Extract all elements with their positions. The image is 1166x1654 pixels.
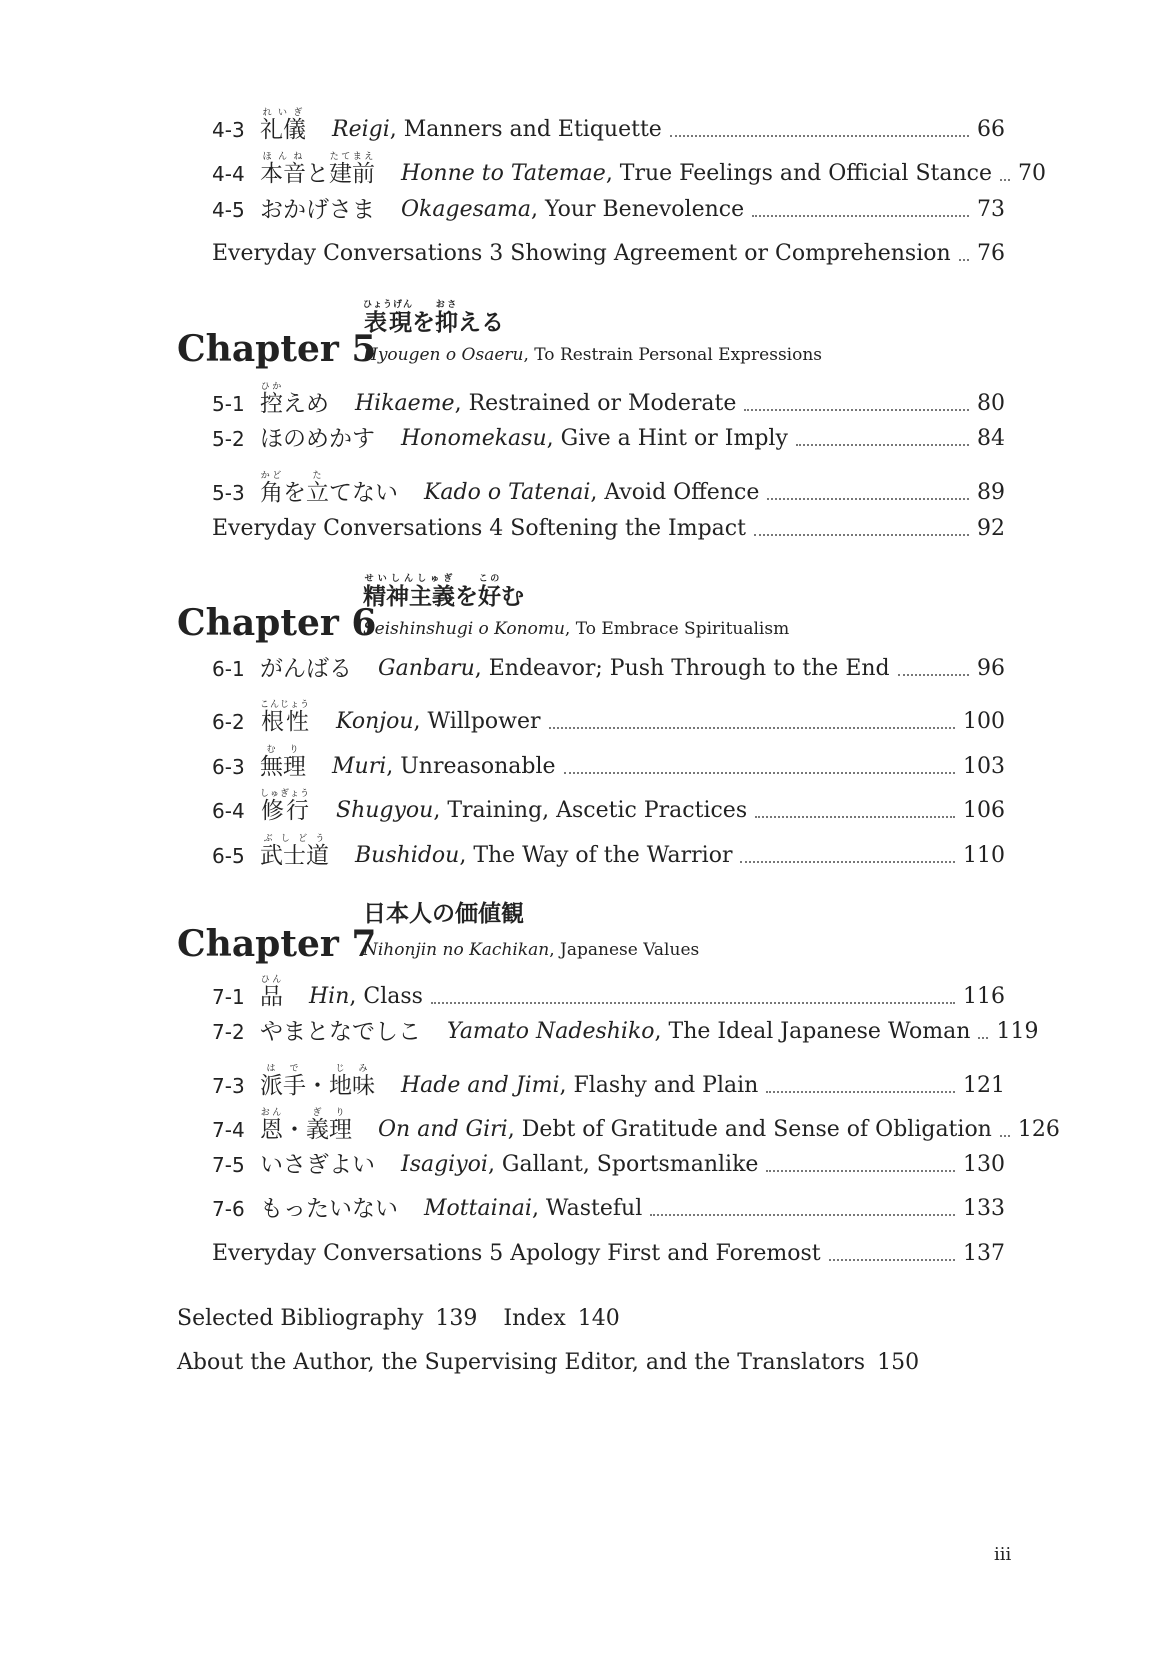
chapter-japanese-title — [363, 300, 504, 337]
entry-romaji: Muri — [332, 754, 387, 779]
entry-number: 7-4 — [212, 1118, 245, 1142]
page-number: 100 — [963, 709, 1005, 734]
entry-romaji: Honomekasu — [401, 426, 547, 451]
entry-english: , Your Benevolence — [530, 197, 745, 222]
dot-leader — [978, 1037, 988, 1039]
entry-title — [401, 1152, 758, 1178]
furigana-word — [478, 574, 501, 610]
entry-japanese — [260, 382, 329, 417]
furigana-reading: ほんね — [260, 152, 306, 162]
furigana-word — [306, 1108, 352, 1143]
entry-number: 4-3 — [212, 118, 245, 142]
entry-number: 5-3 — [212, 481, 245, 505]
dot-leader — [564, 772, 955, 774]
entry-title — [212, 241, 951, 267]
entry-number: 7-2 — [212, 1020, 245, 1044]
furigana-word — [260, 1108, 283, 1143]
furigana-word — [306, 471, 329, 506]
furigana-word — [260, 152, 306, 187]
furigana-word — [363, 300, 414, 336]
index-page: 140 — [577, 1306, 620, 1331]
entry-japanese — [260, 1064, 375, 1099]
furigana-reading: せいしんしゅぎ — [363, 574, 455, 584]
furigana-word — [329, 1064, 375, 1099]
chapter-japanese-title — [363, 574, 524, 611]
entry-title — [336, 798, 747, 824]
entry-english: Everyday Conversations 5 Apology First and Foremost — [212, 1241, 821, 1266]
dot-leader — [898, 674, 969, 676]
furigana-word — [329, 152, 375, 187]
dot-leader — [549, 727, 955, 729]
entry-japanese — [260, 745, 306, 780]
toc-entry[interactable] — [212, 471, 1005, 506]
toc-entry[interactable] — [212, 1108, 1060, 1143]
kanji-text: 精神主義 — [363, 583, 455, 610]
entry-english: , Gallant, Sportsmanlike — [487, 1152, 759, 1177]
entry-romaji: Okagesama — [401, 197, 531, 222]
toc-entry[interactable] — [212, 108, 1005, 143]
page-number: 66 — [977, 117, 1005, 142]
chapter-label: Chapter 7 — [177, 923, 377, 965]
page-number: 126 — [1017, 1117, 1060, 1142]
chapter-english: , To Restrain Personal Expressions — [523, 345, 823, 365]
entry-title — [355, 391, 736, 417]
entry-title — [336, 709, 541, 735]
entry-english: , The Way of the Warrior — [459, 843, 733, 868]
page-number: 116 — [963, 984, 1005, 1009]
entry-english: , Debt of Gratitude and Sense of Obligation — [507, 1117, 992, 1142]
furigana-reading: おん — [260, 1108, 283, 1118]
furigana-reading: はで — [260, 1064, 306, 1074]
entry-number: 6-3 — [212, 755, 245, 779]
dot-leader — [754, 534, 969, 536]
entry-romaji: Bushidou — [355, 843, 460, 868]
entry-english: , Training, Ascetic Practices — [433, 798, 748, 823]
toc-entry[interactable] — [212, 975, 1005, 1010]
entry-japanese — [260, 656, 352, 682]
furigana-word — [260, 108, 306, 143]
toc-entry[interactable] — [212, 789, 1005, 824]
entry-title — [332, 754, 556, 780]
toc-entry[interactable] — [212, 1064, 1005, 1099]
kana-text: を — [455, 583, 478, 610]
entry-english: , Avoid Offence — [590, 480, 760, 505]
entry-japanese — [260, 975, 283, 1010]
toc-entry[interactable] — [212, 700, 1005, 735]
furigana-reading: ひか — [260, 382, 283, 392]
furigana-word — [260, 471, 283, 506]
kana-text: もったいない — [260, 1196, 398, 1222]
entry-title — [378, 656, 890, 682]
kanji-text: 無理 — [260, 754, 306, 780]
page-number: 80 — [977, 391, 1005, 416]
entry-title — [355, 843, 732, 869]
kanji-text: 表現 — [363, 309, 414, 336]
toc-entry[interactable] — [212, 152, 1046, 187]
kana-text: やまとなでしこ — [260, 1019, 421, 1045]
kana-text: てない — [329, 480, 398, 506]
furigana-word — [260, 700, 311, 735]
furigana-reading: かど — [260, 471, 283, 481]
dot-leader — [650, 1214, 955, 1216]
kanji-text: 好 — [478, 583, 501, 610]
back-matter-line[interactable] — [177, 1350, 919, 1375]
dot-leader — [670, 135, 969, 137]
kana-text: ・ — [306, 1073, 329, 1099]
dot-leader — [740, 861, 955, 863]
page-folio: iii — [994, 1544, 1012, 1565]
furigana-word — [260, 834, 329, 869]
toc-entry[interactable] — [212, 426, 1005, 452]
entry-title — [309, 984, 423, 1010]
entry-romaji: Hin — [309, 984, 350, 1009]
kana-text: えめ — [283, 391, 329, 417]
dot-leader — [767, 498, 969, 500]
entry-english: , Class — [349, 984, 423, 1009]
about-label: About the Author, the Supervising Editor, and the Translators — [177, 1350, 866, 1375]
furigana-reading: ぎり — [306, 1108, 352, 1118]
entry-japanese — [260, 1196, 398, 1222]
page-number: 92 — [977, 516, 1005, 541]
entry-japanese — [260, 108, 306, 143]
kanji-text: 礼儀 — [260, 117, 306, 143]
entry-title — [378, 1117, 992, 1143]
entry-japanese — [260, 426, 375, 452]
furigana-word — [260, 745, 306, 780]
entry-number: 7-3 — [212, 1074, 245, 1098]
entry-japanese — [260, 789, 310, 824]
furigana-reading: おさ — [435, 300, 458, 310]
chapter-label: Chapter 5 — [177, 328, 377, 370]
entry-romaji: Reigi — [332, 117, 390, 142]
kanji-text: 建前 — [329, 161, 375, 187]
kanji-text: 抑 — [435, 309, 459, 336]
entry-romaji: Konjou — [336, 709, 414, 734]
kana-text: がんばる — [260, 656, 352, 682]
furigana-reading: ぶしどう — [260, 834, 329, 844]
kanji-text: 武士道 — [260, 843, 329, 869]
entry-title — [332, 117, 662, 143]
page-number: 96 — [977, 656, 1005, 681]
entry-english: , Give a Hint or Imply — [546, 426, 788, 451]
kanji-text: 品 — [260, 984, 283, 1010]
dot-leader — [766, 1170, 955, 1172]
entry-english: , Flashy and Plain — [559, 1073, 759, 1098]
page-number: 121 — [963, 1073, 1005, 1098]
chapter-subtitle — [363, 345, 822, 365]
entry-number: 5-2 — [212, 427, 245, 451]
entry-number: 7-6 — [212, 1197, 245, 1221]
kana-text: ・ — [283, 1117, 306, 1143]
entry-english: , Wasteful — [531, 1196, 643, 1221]
chapter-japanese-title — [363, 895, 524, 928]
entry-english: Everyday Conversations 3 Showing Agreement or Comprehension — [212, 241, 951, 266]
kanji-text: 根性 — [260, 709, 311, 735]
furigana-reading: れいぎ — [260, 108, 306, 118]
entry-number: 6-1 — [212, 657, 245, 681]
kana-text: む — [501, 583, 524, 610]
furigana-reading: この — [478, 574, 501, 584]
entry-japanese — [260, 1019, 421, 1045]
chapter-english: , To Embrace Spiritualism — [564, 619, 790, 639]
page-number: 103 — [963, 754, 1005, 779]
furigana-word — [260, 789, 311, 824]
chapter-romaji: Nihonjin no Kachikan — [363, 940, 550, 960]
entry-title — [212, 1241, 821, 1267]
dot-leader — [752, 215, 969, 217]
entry-english: Everyday Conversations 4 Softening the Impact — [212, 516, 746, 541]
kana-text: おかげさま — [260, 197, 375, 223]
entry-english: , Restrained or Moderate — [454, 391, 737, 416]
furigana-word — [435, 300, 459, 336]
entry-number: 7-1 — [212, 985, 245, 1009]
toc-entry[interactable] — [212, 1241, 1005, 1267]
kanji-text: 義理 — [306, 1117, 352, 1143]
page-number: 89 — [977, 480, 1005, 505]
entry-number: 5-1 — [212, 392, 245, 416]
toc-entry[interactable] — [212, 516, 1005, 542]
dot-leader — [959, 259, 969, 261]
toc-entry[interactable] — [212, 745, 1005, 780]
furigana-reading: たてまえ — [329, 152, 375, 162]
page-number: 70 — [1017, 161, 1046, 186]
page-number: 106 — [963, 798, 1005, 823]
entry-number: 7-5 — [212, 1153, 245, 1177]
entry-number: 6-2 — [212, 710, 245, 734]
entry-number: 4-4 — [212, 162, 245, 186]
kana-text: を — [283, 480, 306, 506]
furigana-reading: じみ — [329, 1064, 375, 1074]
toc-entry[interactable] — [212, 1019, 1039, 1045]
furigana-word — [260, 1064, 306, 1099]
entry-english: , Endeavor; Push Through to the End — [474, 656, 890, 681]
page-number: 110 — [963, 843, 1005, 868]
chapter-english: , Japanese Values — [549, 940, 700, 960]
furigana-word — [260, 382, 283, 417]
page-number: 76 — [977, 241, 1005, 266]
kana-text: ほのめかす — [260, 426, 375, 452]
entry-romaji: Shugyou — [336, 798, 434, 823]
entry-title — [424, 480, 759, 506]
kanji-text: 修行 — [260, 798, 311, 824]
toc-entry[interactable] — [212, 834, 1005, 869]
kanji-text: 恩 — [260, 1117, 283, 1143]
page-number: 119 — [996, 1019, 1039, 1044]
entry-title — [447, 1019, 970, 1045]
entry-romaji: Isagiyoi — [401, 1152, 488, 1177]
furigana-reading: むり — [260, 745, 306, 755]
entry-title — [401, 161, 992, 187]
page-number: 73 — [977, 197, 1005, 222]
kanji-text: 角 — [260, 480, 283, 506]
page-number: 130 — [963, 1152, 1005, 1177]
kana-text: と — [306, 161, 329, 187]
entry-japanese — [260, 471, 398, 506]
kanji-text: 本音 — [260, 161, 306, 187]
dot-leader — [1000, 179, 1010, 181]
entry-romaji: Hade and Jimi — [401, 1073, 560, 1098]
page-number: 137 — [963, 1241, 1005, 1266]
entry-romaji: Honne to Tatemae — [401, 161, 606, 186]
furigana-reading: た — [306, 471, 329, 481]
bibliography-label: Selected Bibliography — [177, 1306, 424, 1331]
entry-title — [401, 426, 788, 452]
entry-japanese — [260, 1152, 375, 1178]
entry-english: , Willpower — [413, 709, 541, 734]
entry-romaji: Hikaeme — [355, 391, 455, 416]
entry-english: , Unreasonable — [386, 754, 556, 779]
entry-japanese — [260, 1108, 352, 1143]
toc-entry[interactable] — [212, 382, 1005, 417]
dot-leader — [766, 1091, 955, 1093]
kanji-text: 地味 — [329, 1073, 375, 1099]
kana-text: いさぎよい — [260, 1152, 375, 1178]
chapter-romaji: Seishinshugi o Konomu — [363, 619, 565, 639]
entry-romaji: Yamato Nadeshiko — [447, 1019, 655, 1044]
entry-romaji: Mottainai — [424, 1196, 532, 1221]
entry-number: 6-5 — [212, 844, 245, 868]
furigana-word — [260, 975, 283, 1010]
furigana-reading: ひん — [260, 975, 283, 985]
entry-title — [424, 1196, 642, 1222]
entry-japanese — [260, 152, 375, 187]
toc-entry[interactable] — [212, 241, 1005, 267]
kanji-text: 控 — [260, 391, 283, 417]
furigana-reading: こんじょう — [260, 700, 311, 710]
entry-title — [212, 516, 746, 542]
toc-entry[interactable] — [212, 197, 1005, 223]
entry-number: 6-4 — [212, 799, 245, 823]
entry-title — [401, 197, 744, 223]
entry-english: , True Feelings and Official Stance — [605, 161, 992, 186]
entry-number: 4-5 — [212, 198, 245, 222]
entry-romaji: Ganbaru — [378, 656, 475, 681]
dot-leader — [744, 409, 969, 411]
entry-romaji: On and Giri — [378, 1117, 508, 1142]
entry-english: , The Ideal Japanese Woman — [654, 1019, 971, 1044]
about-page: 150 — [877, 1350, 920, 1375]
entry-english: , Manners and Etiquette — [389, 117, 662, 142]
index-label: Index — [503, 1306, 566, 1331]
furigana-reading: しゅぎょう — [260, 789, 311, 799]
chapter-romaji: Hyougen o Osaeru — [363, 345, 524, 365]
entry-romaji: Kado o Tatenai — [424, 480, 591, 505]
chapter-subtitle — [363, 619, 789, 639]
dot-leader — [829, 1259, 955, 1261]
kana-text: 日本人の価値観 — [363, 900, 524, 927]
furigana-reading: ひょうげん — [363, 300, 414, 310]
entry-japanese — [260, 834, 329, 869]
furigana-word — [363, 574, 455, 610]
entry-japanese — [260, 700, 310, 735]
toc-entry[interactable] — [212, 1152, 1005, 1178]
back-matter-line[interactable] — [177, 1306, 620, 1331]
toc-entry[interactable] — [212, 1196, 1005, 1222]
kanji-text: 立 — [306, 480, 329, 506]
dot-leader — [431, 1002, 955, 1004]
dot-leader — [796, 444, 969, 446]
chapter-label: Chapter 6 — [177, 602, 377, 644]
chapter-subtitle — [363, 940, 699, 960]
page-number: 84 — [977, 426, 1005, 451]
entry-title — [401, 1073, 758, 1099]
bibliography-page: 139 — [435, 1306, 478, 1331]
dot-leader — [1000, 1135, 1010, 1137]
toc-entry[interactable] — [212, 656, 1005, 682]
kana-text: える — [458, 309, 505, 336]
dot-leader — [755, 816, 955, 818]
page-number: 133 — [963, 1196, 1005, 1221]
entry-japanese — [260, 197, 375, 223]
kanji-text: 派手 — [260, 1073, 306, 1099]
kana-text: を — [412, 309, 436, 336]
